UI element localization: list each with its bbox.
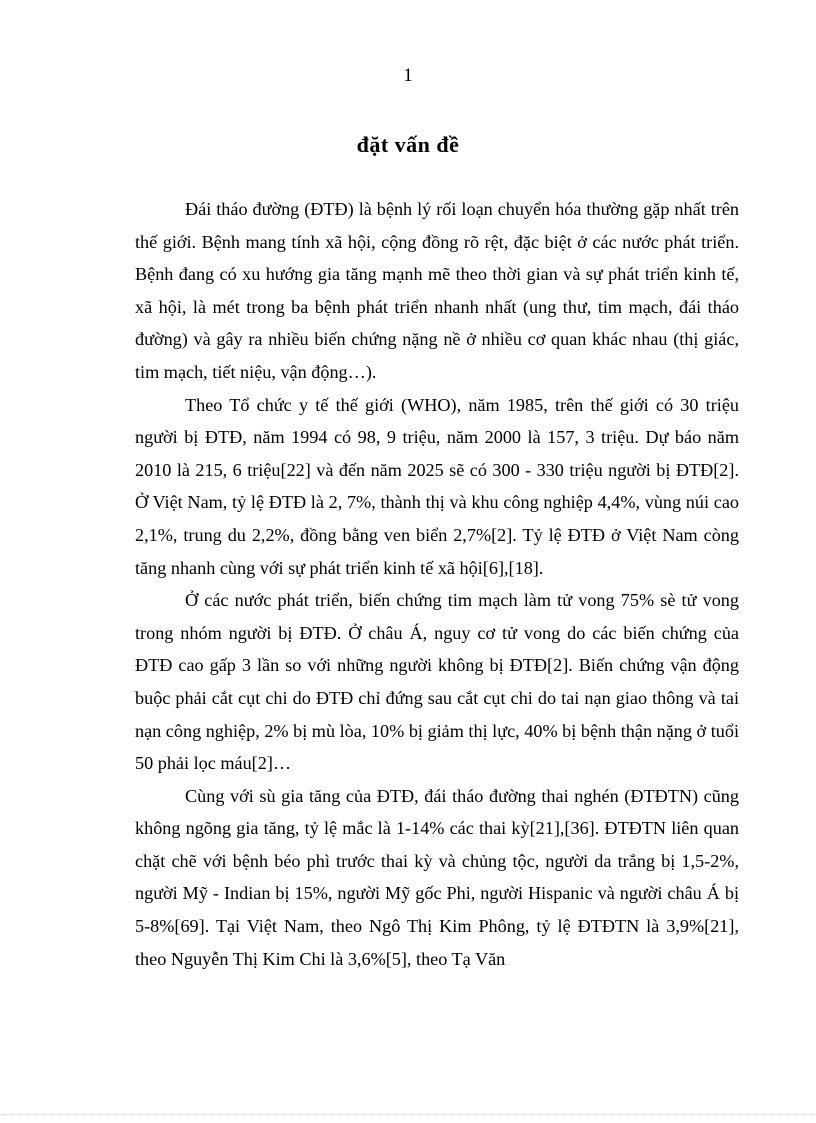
paragraph: Cùng với sù gia tăng của ĐTĐ, đái tháo đường thai nghén (ĐTĐTN) cũng không ngõng gia tăng, tỷ lệ mắc là 1-14% các thai kỳ[21],[36]. ĐTĐTN liên quan chặt chẽ với bệnh béo phì trước thai kỳ và chủng tộc, người da trắng bị 1,5-2%, người Mỹ - Indian bị 15%, người Mỹ gốc Phi, người Hispanic và người châu Á bị 5-8%[69]. Tại Việt Nam, theo Ngô Thị Kim Phông, tỷ lệ ĐTĐTN là 3,9%[21], theo Nguyễn Thị Kim Chi là 3,6%[5], theo Tạ Văn xyxy=(135,785,739,969)
page-title: đặt vấn đề xyxy=(356,132,460,157)
paragraph: Theo Tổ chức y tế thế giới (WHO), năm 1985, trên thế giới có 30 triệu người bị ĐTĐ, năm 1994 có 98, 9 triệu, năm 2000 là 157, 3 triệu. Dự báo năm 2010 là 215, 6 triệu[22] và đến năm 2025 sẽ có 300 - 330 triệu người bị ĐTĐ[2]. Ở Việt Nam, tỷ lệ ĐTĐ là 2, 7%, thành thị và khu công nghiệp 4,4%, vùng núi cao 2,1%, trung du 2,2%, đồng bằng ven biển 2,7%[2]. Tỷ lệ ĐTĐ ở Việt Nam còng tăng nhanh cùng với sự phát triển kinh tế xã hội[6],[18]. xyxy=(135,394,739,578)
page-number: 1 xyxy=(403,65,413,86)
body-text xyxy=(135,193,739,975)
paragraph: Ở các nước phát triển, biến chứng tim mạch làm tử vong 75% sè tử vong trong nhóm người bị ĐTĐ. Ở châu Á, nguy cơ tử vong do các biến chứng của ĐTĐ cao gấp 3 lần so với những người không bị ĐTĐ[2]. Biến chứng vận động buộc phải cắt cụt chi do ĐTĐ chỉ đứng sau cắt cụt chi do tai nạn giao thông và tai nạn công nghiệp, 2% bị mù lòa, 10% bị giảm thị lực, 40% bị bệnh thận nặng ở tuổi 50 phải lọc máu[2]… xyxy=(135,590,739,774)
page-bottom-divider xyxy=(0,1114,816,1115)
paragraph: Đái tháo đường (ĐTĐ) là bệnh lý rối loạn chuyển hóa thường gặp nhất trên thế giới. Bệnh mang tính xã hội, cộng đồng rõ rệt, đặc biệt ở các nước phát triển. Bệnh đang có xu hướng gia tăng mạnh mẽ theo thời gian và sự phát triển kinh tế, xã hội, là mét trong ba bệnh phát triển nhanh nhất (ung thư, tim mạch, đái tháo đường) và gây ra nhiều biến chứng nặng nề ở nhiều cơ quan khác nhau (thị giác, tim mạch, tiết niệu, vận động…). xyxy=(135,199,739,382)
